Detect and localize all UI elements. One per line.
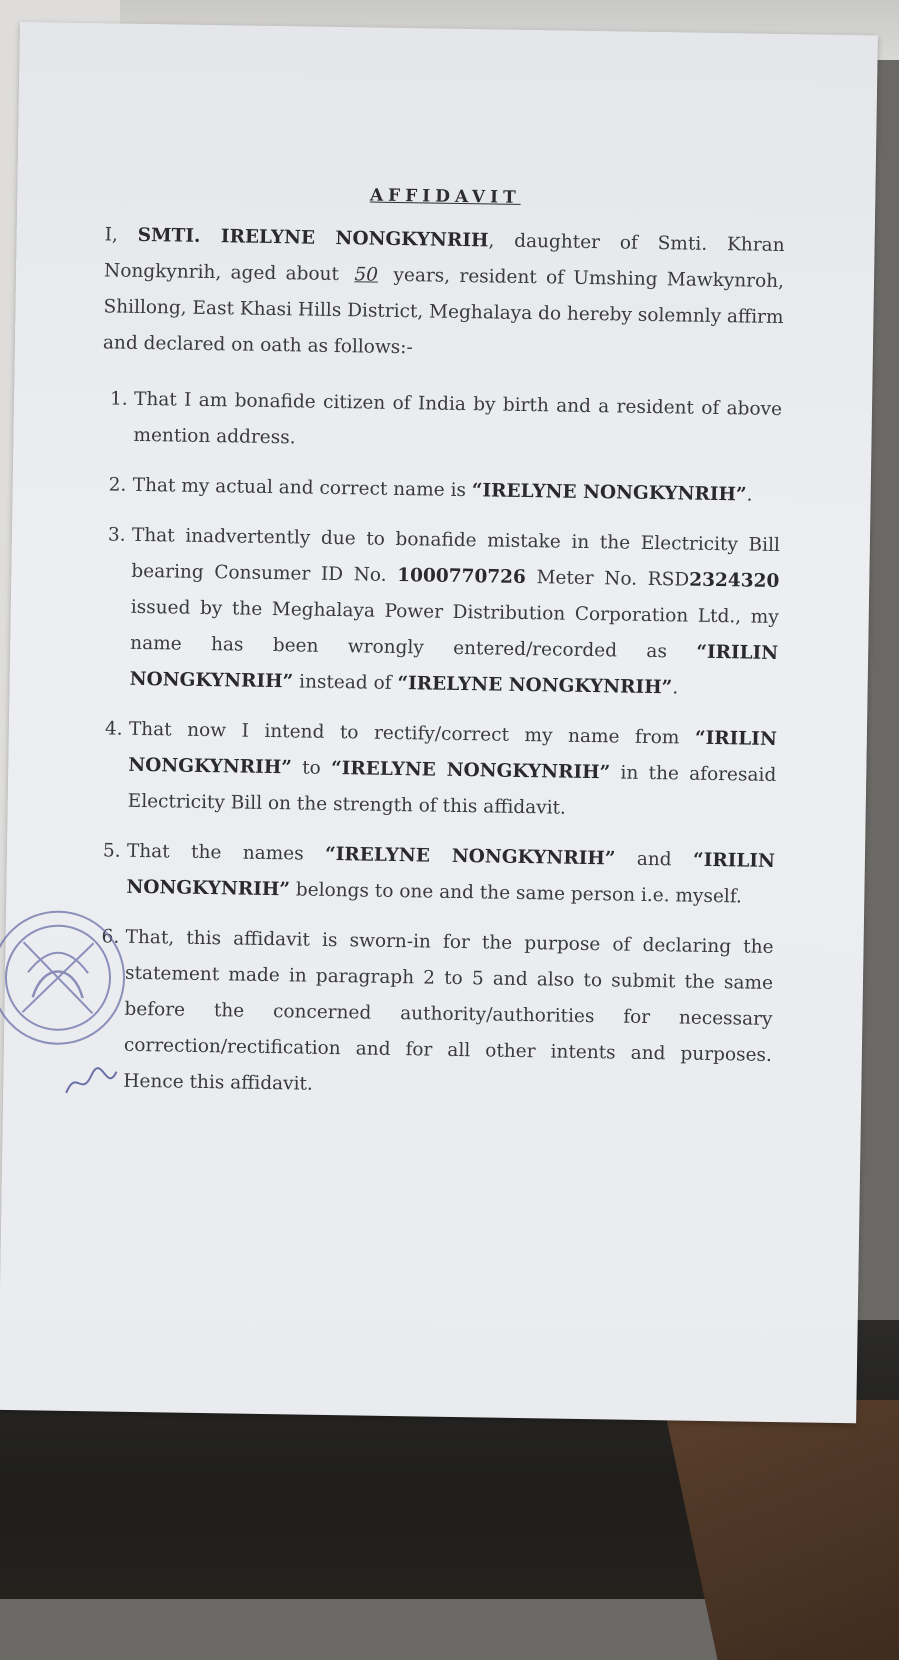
paragraph-text: instead of (293, 671, 398, 695)
paragraph-text: Meter No. RSD (525, 567, 690, 591)
wrong-name: “IRILIN NONGKYNRIH” (126, 849, 776, 901)
intro-text-2: years, resident of Umshing Mawkynroh, Shillong, East Khasi Hills District, Meghalaya do hereby solemnly affirm and declared on oath as follows:- (102, 264, 785, 359)
paragraph-text: issued by the Meghalaya Power Distribution Corporation Ltd., my name has been wrongly entered/recorded as (130, 596, 779, 663)
official-stamp-icon (0, 902, 134, 1054)
paragraph-1 (101, 381, 782, 464)
paragraph-6 (91, 919, 774, 1110)
paragraph-text: That I am bonafide citizen of India by birth and a resident of above mention address. (133, 388, 783, 449)
wooden-surface (662, 1400, 899, 1660)
affidavit-page (0, 22, 878, 1423)
document-title: AFFIDAVIT (369, 185, 521, 208)
meter-number: 2324320 (689, 569, 780, 592)
deponent-age: 50 (354, 264, 379, 286)
paragraph-text: and (615, 848, 694, 871)
affidavit-content (91, 173, 786, 1124)
paragraph-number: 1. (109, 388, 128, 410)
deponent-name: SMTI. IRELYNE NONGKYNRIH (137, 224, 489, 252)
paragraph-text: That the names (126, 840, 326, 865)
paragraph-text: . (672, 677, 679, 699)
intro-paragraph (103, 217, 785, 372)
paragraph-text: That, this affidavit is sworn-in for the purpose of declaring the statement made in paragraph 2 to 5 and also to submit the same before the concerned authority/authorities for necessary correction/rectification and for all other intents and purposes. Hence this affidavit. (123, 926, 774, 1095)
correct-name: “IRELYNE NONGKYNRIH” (324, 843, 616, 870)
paragraph-text: That my actual and correct name is (132, 474, 472, 502)
signature-icon (61, 1063, 122, 1104)
paragraph-2 (100, 467, 780, 514)
paragraph-number: 4. (104, 718, 123, 740)
affidavit-paragraphs (91, 381, 782, 1110)
wrong-name: “IRILIN NONGKYNRIH” (128, 727, 777, 779)
paragraph-text: to (291, 757, 332, 779)
paragraph-text: That now I intend to rectify/correct my name from (128, 718, 696, 749)
paragraph-3 (97, 517, 780, 708)
paragraph-number: 3. (107, 524, 126, 546)
correct-name: “IRELYNE NONGKYNRIH” (397, 673, 673, 699)
paragraph-number: 2. (108, 474, 127, 496)
wrong-name: “IRILIN NONGKYNRIH” (129, 641, 779, 693)
correct-name: “IRELYNE NONGKYNRIH” (471, 480, 747, 506)
paragraph-4 (95, 711, 777, 830)
paragraph-text: That inadvertently due to bonafide mistake in the Electricity Bill bearing Consumer ID No. (131, 524, 781, 586)
consumer-id: 1000770726 (397, 564, 527, 589)
paragraph-5 (94, 833, 775, 916)
paragraph-text: belongs to one and the same person i.e. myself. (289, 879, 743, 908)
intro-pronoun: I, (104, 224, 138, 246)
paragraph-text: in the aforesaid Electricity Bill on the strength of this affidavit. (127, 762, 777, 819)
intro-text-1: , daughter of Smti. Khran Nongkynrih, aged about (103, 230, 785, 286)
paragraph-number: 6. (101, 926, 120, 948)
paragraph-text: . (746, 484, 753, 506)
paragraph-number: 5. (102, 840, 121, 862)
correct-name: “IRELYNE NONGKYNRIH” (330, 757, 611, 784)
